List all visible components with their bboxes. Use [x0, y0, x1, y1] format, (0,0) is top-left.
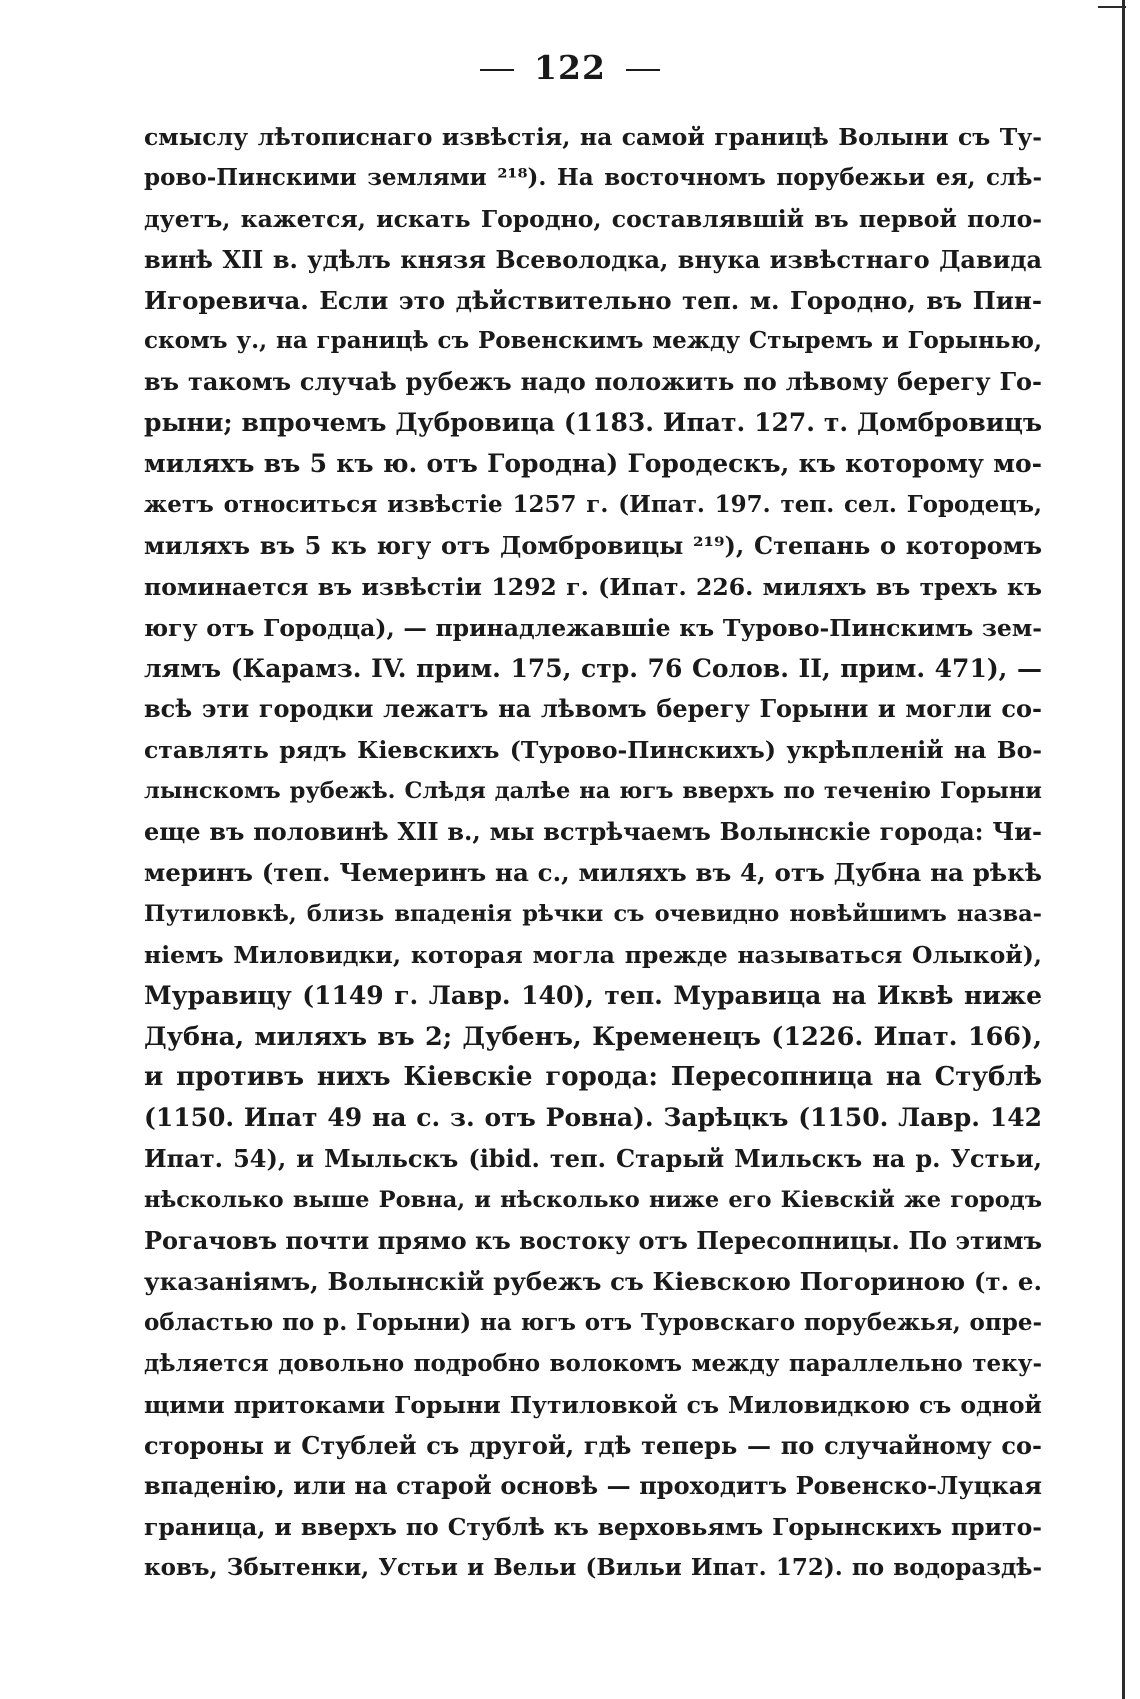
text-line: и противъ нихъ Кіевскіе города: Пересопница на Стублѣ — [144, 1062, 1042, 1093]
text-line: (1150. Ипат 49 на с. з. отъ Ровна). Зарѣцкъ (1150. Лавр. 142 — [144, 1103, 1042, 1133]
text-line: всѣ эти городки лежатъ на лѣвомъ берегу Горыни и могли со- — [144, 694, 1042, 724]
text-line: граница, и вверхъ по Стублѣ къ верховьямъ Горынскихъ прито- — [144, 1513, 1042, 1542]
text-line: Путиловкѣ, близь впаденія рѣчки съ очевидно новѣйшимъ назва- — [144, 900, 1042, 927]
text-line: рыни; впрочемъ Дубровица (1183. Ипат. 127. т. Домбровицъ — [144, 408, 1042, 438]
text-line: поминается въ извѣстіи 1292 г. (Ипат. 226. миляхъ въ трехъ къ — [144, 572, 1042, 601]
text-line: впаденію, или на старой основѣ — проходитъ Ровенско-Луцкая — [144, 1471, 1042, 1501]
page-edge-rule — [1122, 0, 1125, 1699]
text-line: Ипат. 54), и Мыльскъ (ibid. теп. Старый Мильскъ на р. Устьи, — [144, 1144, 1042, 1174]
text-line: лямъ (Карамз. IV. прим. 175, стр. 76 Солов. II, прим. 471), — — [144, 653, 1042, 683]
text-line: щими притоками Горыни Путиловкой съ Миловидкою съ одной — [144, 1390, 1042, 1419]
text-line: ставлять рядъ Кіевскихъ (Турово-Пинскихъ) укрѣпленій на Во- — [144, 736, 1042, 765]
text-line: скомъ у., на границѣ съ Ровенскимъ между Стыремъ и Горынью, — [144, 327, 1042, 355]
text-line: стороны и Стублей съ другой, гдѣ теперь — по случайному со- — [144, 1430, 1042, 1460]
page-number: 122 — [534, 48, 606, 87]
text-line: нѣсколько выше Ровна, и нѣсколько ниже его Кіевскій же городъ — [144, 1187, 1042, 1214]
body-text — [144, 117, 1042, 1589]
text-line: областью по р. Горыни) на югъ отъ Туровскаго порубежья, опре- — [144, 1308, 1042, 1336]
text-line: указаніямъ, Волынскій рубежъ съ Кіевскою Погориною (т. е. — [144, 1266, 1042, 1296]
text-line: дуетъ, кажется, искать Городно, составлявшій въ первой поло- — [144, 204, 1042, 233]
text-line: миляхъ въ 5 къ югу отъ Домбровицы ²¹⁹), Степань о которомъ — [144, 530, 1042, 560]
text-line: меринъ (теп. Чемеринъ на с., миляхъ въ 4, отъ Дубна на рѣкѣ — [144, 858, 1042, 888]
text-line: рово-Пинскими землями ²¹⁸). На восточномъ порубежьи ея, слѣ- — [144, 163, 1042, 191]
text-line: винѣ XII в. удѣлъ князя Всеволодка, внука извѣстнаго Давида — [144, 244, 1042, 274]
text-line: смыслу лѣтописнаго извѣстія, на самой границѣ Волыни съ Ту- — [144, 123, 1042, 151]
text-line: Муравицу (1149 г. Лавр. 140), теп. Муравица на Иквѣ ниже — [144, 980, 1042, 1010]
text-line: югу отъ Городца), — принадлежавшіе къ Турово-Пинскимъ зем- — [144, 613, 1042, 642]
text-line: Дубна, миляхъ въ 2; Дубенъ, Кременецъ (1226. Ипат. 166), — [144, 1021, 1042, 1052]
text-line: еще въ половинѣ XII в., мы встрѣчаемъ Волынскіе города: Чи- — [144, 817, 1042, 847]
text-line: миляхъ въ 5 къ ю. отъ Городна) Городескъ, къ которому мо- — [144, 449, 1042, 479]
text-line: ніемъ Миловидки, которая могла прежде называться Олыкой), — [144, 940, 1042, 969]
header-dash-left — [480, 69, 514, 71]
text-line: дѣляется довольно подробно волокомъ между параллельно теку- — [144, 1349, 1042, 1377]
text-line: въ такомъ случаѣ рубежъ надо положить по лѣвому берегу Го- — [144, 367, 1042, 397]
text-line: Рогачовъ почти прямо къ востоку отъ Пересопницы. По этимъ — [144, 1226, 1042, 1256]
page-edge-tick — [1098, 6, 1126, 8]
text-line: лынскомъ рубежѣ. Слѣдя далѣе на югъ вверхъ по теченію Горыни — [144, 778, 1042, 805]
text-line: ковъ, Збытенки, Устьи и Вельи (Вильи Ипат. 172). по водораздѣ- — [144, 1554, 1042, 1582]
text-line: Игоревича. Если это дѣйствительно теп. м. Городно, въ Пин- — [144, 285, 1042, 315]
text-line: жетъ относиться извѣстіе 1257 г. (Ипат. 197. теп. сел. Городецъ, — [144, 491, 1042, 519]
page-header — [0, 38, 1140, 98]
header-dash-right — [626, 69, 660, 71]
